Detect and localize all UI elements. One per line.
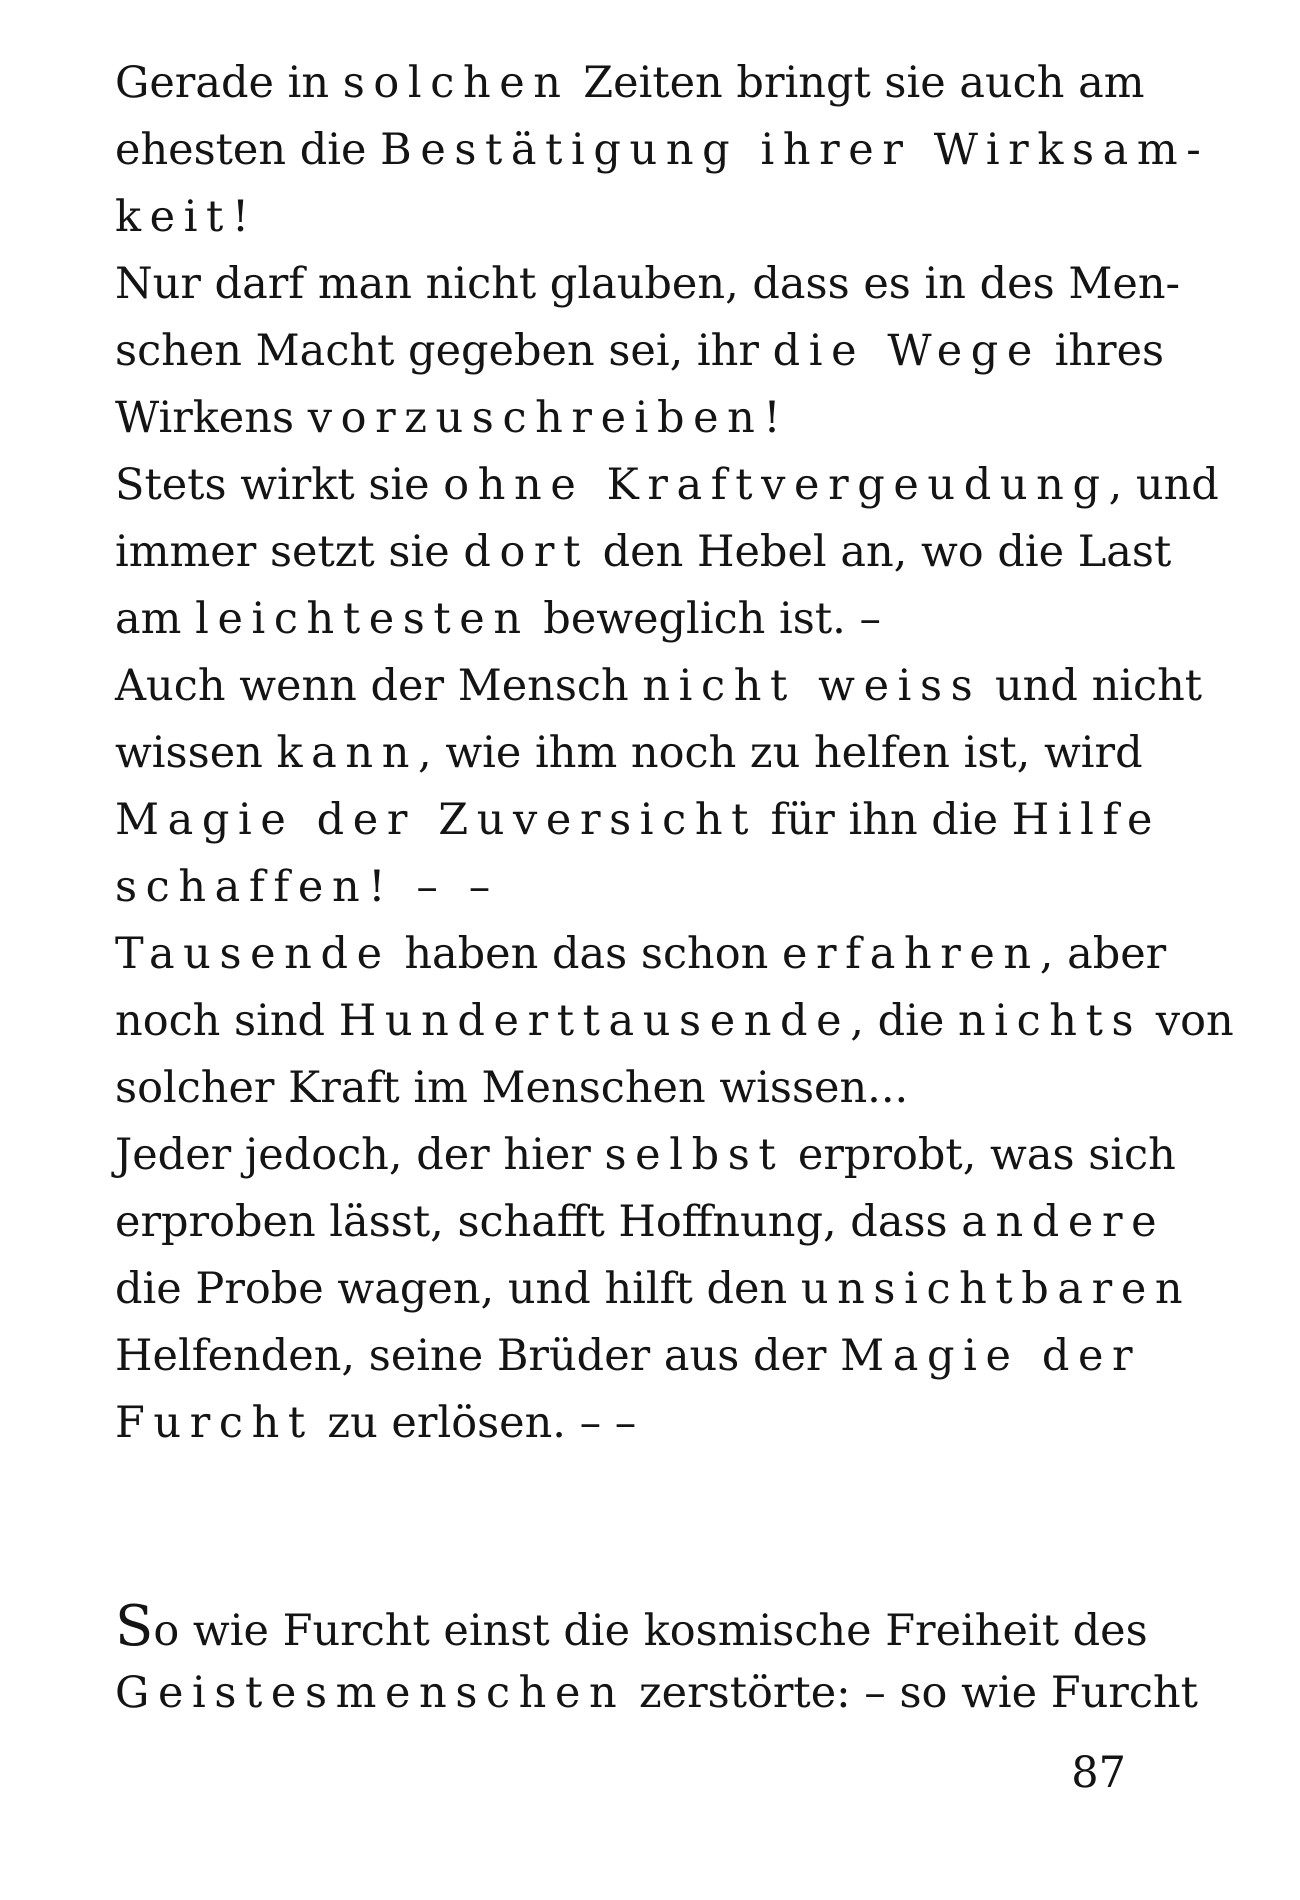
text-segment: nicht weiss bbox=[642, 661, 982, 711]
text-line bbox=[115, 318, 1165, 385]
text-segment: Hunderttausende bbox=[338, 996, 851, 1046]
section-gap bbox=[115, 1457, 1127, 1593]
text-line bbox=[115, 1660, 1198, 1727]
text-segment: schen Macht gegeben sei, ihr bbox=[115, 326, 773, 376]
text-segment: schaffen! – – bbox=[115, 862, 499, 912]
text-segment: Bestätigung ihrer Wirksam- bbox=[380, 125, 1210, 175]
text-segment: , wie ihm noch zu helfen ist, wird bbox=[418, 728, 1143, 778]
text-segment: immer setzt sie bbox=[115, 527, 464, 577]
text-line bbox=[115, 1055, 1127, 1122]
text-segment: erfahren bbox=[781, 929, 1040, 979]
text-segment: vorzuschreiben! bbox=[307, 393, 790, 443]
text-segment: beweglich ist. – bbox=[529, 594, 881, 644]
text-segment: zu erlösen. – – bbox=[313, 1398, 637, 1448]
text-line bbox=[115, 1323, 1142, 1390]
text-segment: , aber bbox=[1039, 929, 1167, 979]
text-line bbox=[115, 921, 1167, 988]
text-segment: Helfenden, seine Brüder aus der bbox=[115, 1331, 841, 1381]
text-segment: Geistesmenschen bbox=[115, 1668, 626, 1718]
text-segment: die Probe wagen, und hilft den bbox=[115, 1264, 801, 1314]
text-line bbox=[115, 519, 1172, 586]
text-segment: Hilfe bbox=[1011, 795, 1162, 845]
text-segment: keit! bbox=[115, 192, 258, 242]
text-line bbox=[115, 385, 1127, 452]
text-segment: Gerade in bbox=[115, 58, 343, 108]
text-segment: Furcht bbox=[115, 1398, 314, 1448]
section-initial: S bbox=[115, 1594, 154, 1659]
book-page bbox=[115, 50, 1234, 1727]
text-segment: nichts bbox=[957, 996, 1143, 1046]
text-segment: erprobt, was sich bbox=[784, 1130, 1176, 1180]
text-segment: die Wege bbox=[772, 326, 1041, 376]
text-segment: dort bbox=[463, 527, 589, 577]
text-segment: Magie der bbox=[840, 1331, 1142, 1381]
text-segment: ehesten die bbox=[115, 125, 381, 175]
text-line bbox=[115, 787, 1162, 854]
text-segment: ohne Kraftvergeudung bbox=[443, 460, 1109, 510]
page-number: 87 bbox=[1071, 1748, 1126, 1798]
text-segment: am bbox=[115, 594, 196, 644]
text-segment: , die bbox=[850, 996, 958, 1046]
text-segment: Wirkens bbox=[115, 393, 308, 443]
text-segment: leichtesten bbox=[195, 594, 530, 644]
text-line bbox=[115, 586, 1127, 653]
text-line bbox=[115, 988, 1234, 1055]
text-segment: Stets wirkt sie bbox=[115, 460, 444, 510]
text-segment: o wie Furcht einst die kosmische Freiheit des bbox=[153, 1606, 1148, 1656]
text-segment: wissen bbox=[115, 728, 277, 778]
text-segment: Zeiten bringt sie auch am bbox=[569, 58, 1145, 108]
text-segment: zerstörte: – so wie Furcht bbox=[625, 1668, 1198, 1718]
text-line bbox=[115, 452, 1219, 519]
text-segment: noch sind bbox=[115, 996, 339, 1046]
text-segment: Nur darf man nicht glauben, dass es in des Men- bbox=[115, 259, 1181, 309]
text-segment: kann bbox=[276, 728, 418, 778]
text-segment: und nicht bbox=[981, 661, 1203, 711]
text-segment: solchen bbox=[342, 58, 570, 108]
text-segment: erproben lässt, schafft Hoffnung, dass bbox=[115, 1197, 962, 1247]
text-line bbox=[115, 1593, 1148, 1660]
text-segment: andere bbox=[961, 1197, 1166, 1247]
text-line bbox=[115, 117, 1210, 184]
text-line bbox=[115, 854, 1127, 921]
text-line bbox=[115, 50, 1145, 117]
text-line bbox=[115, 653, 1203, 720]
text-line bbox=[115, 184, 1127, 251]
text-segment: haben das schon bbox=[390, 929, 782, 979]
text-line bbox=[115, 251, 1181, 318]
text-segment: Auch wenn der Mensch bbox=[115, 661, 643, 711]
text-segment: solcher Kraft im Menschen wissen... bbox=[115, 1063, 909, 1113]
text-segment: den Hebel an, wo die Last bbox=[588, 527, 1172, 577]
text-line bbox=[115, 720, 1143, 787]
text-segment: Jeder jedoch, der hier bbox=[115, 1130, 605, 1180]
new-section-text bbox=[115, 1593, 1198, 1727]
text-line bbox=[115, 1256, 1192, 1323]
text-segment: Tausende bbox=[115, 929, 391, 979]
text-segment: für ihn die bbox=[757, 795, 1012, 845]
text-segment: Magie der Zuversicht bbox=[115, 795, 757, 845]
text-line bbox=[115, 1189, 1166, 1256]
text-segment: unsichtbaren bbox=[800, 1264, 1192, 1314]
text-line bbox=[115, 1122, 1176, 1189]
text-segment: ihres bbox=[1040, 326, 1165, 376]
text-segment: , und bbox=[1108, 460, 1219, 510]
body-text bbox=[115, 50, 1234, 1457]
text-segment: von bbox=[1142, 996, 1234, 1046]
text-line bbox=[115, 1390, 1127, 1457]
text-segment: selbst bbox=[604, 1130, 785, 1180]
